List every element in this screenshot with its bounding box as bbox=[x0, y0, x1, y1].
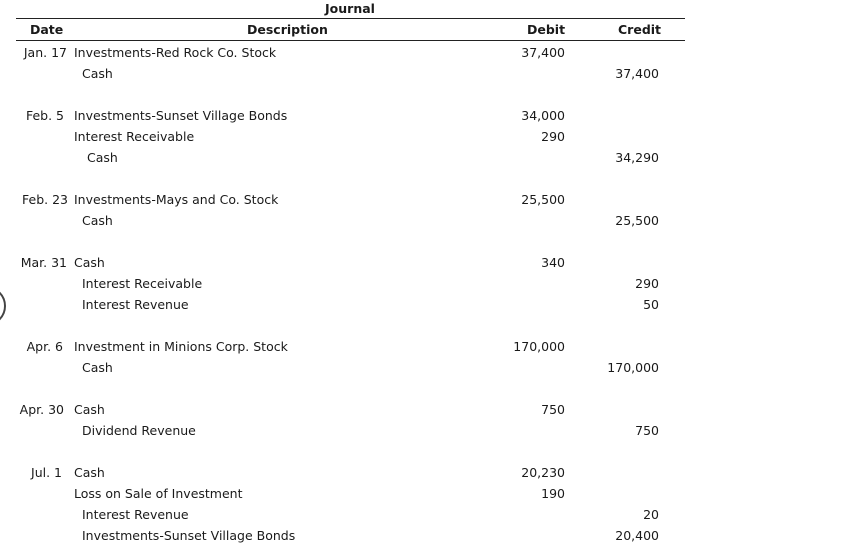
account-description: Interest Receivable bbox=[74, 129, 195, 144]
credit-amount: 290 bbox=[635, 276, 659, 291]
top-rule bbox=[16, 18, 685, 19]
entry-date: Jan. 17 bbox=[23, 45, 67, 60]
account-description: Investments-Mays and Co. Stock bbox=[74, 192, 279, 207]
credit-amount: 50 bbox=[643, 297, 659, 312]
debit-amount: 170,000 bbox=[513, 339, 565, 354]
header-credit: Credit bbox=[618, 22, 662, 37]
account-description: Interest Receivable bbox=[82, 276, 203, 291]
account-description: Cash bbox=[82, 213, 113, 228]
account-description: Investments-Sunset Village Bonds bbox=[82, 528, 296, 543]
entry-date: Apr. 30 bbox=[19, 402, 64, 417]
credit-amount: 170,000 bbox=[607, 360, 659, 375]
account-description: Investment in Minions Corp. Stock bbox=[74, 339, 288, 354]
entry-date: Feb. 23 bbox=[22, 192, 68, 207]
credit-amount: 20,400 bbox=[615, 528, 659, 543]
debit-amount: 290 bbox=[541, 129, 565, 144]
credit-amount: 750 bbox=[635, 423, 659, 438]
account-description: Cash bbox=[82, 66, 113, 81]
partial-circle-icon bbox=[0, 286, 6, 326]
header-rule bbox=[16, 40, 685, 41]
debit-amount: 750 bbox=[541, 402, 565, 417]
header-description: Description bbox=[247, 22, 328, 37]
account-description: Cash bbox=[82, 360, 113, 375]
account-description: Cash bbox=[74, 255, 105, 270]
header-debit: Debit bbox=[527, 22, 566, 37]
entry-date: Mar. 31 bbox=[20, 255, 67, 270]
account-description: Cash bbox=[74, 402, 105, 417]
account-description: Interest Revenue bbox=[82, 297, 189, 312]
account-description: Interest Revenue bbox=[82, 507, 189, 522]
account-description: Investments-Red Rock Co. Stock bbox=[74, 45, 277, 60]
debit-amount: 37,400 bbox=[521, 45, 565, 60]
account-description: Cash bbox=[74, 465, 105, 480]
account-description: Dividend Revenue bbox=[82, 423, 196, 438]
entry-date: Jul. 1 bbox=[31, 465, 62, 480]
entry-date: Apr. 6 bbox=[26, 339, 63, 354]
debit-amount: 20,230 bbox=[521, 465, 565, 480]
account-description: Investments-Sunset Village Bonds bbox=[74, 108, 288, 123]
header-date: Date bbox=[30, 22, 64, 37]
credit-amount: 37,400 bbox=[615, 66, 659, 81]
credit-amount: 34,290 bbox=[615, 150, 659, 165]
credit-amount: 25,500 bbox=[615, 213, 659, 228]
account-description: Cash bbox=[87, 150, 118, 165]
debit-amount: 25,500 bbox=[521, 192, 565, 207]
journal-title: Journal bbox=[325, 1, 375, 16]
credit-amount: 20 bbox=[643, 507, 659, 522]
entry-date: Feb. 5 bbox=[25, 108, 64, 123]
debit-amount: 34,000 bbox=[521, 108, 565, 123]
account-description: Loss on Sale of Investment bbox=[74, 486, 243, 501]
debit-amount: 190 bbox=[541, 486, 565, 501]
debit-amount: 340 bbox=[541, 255, 565, 270]
